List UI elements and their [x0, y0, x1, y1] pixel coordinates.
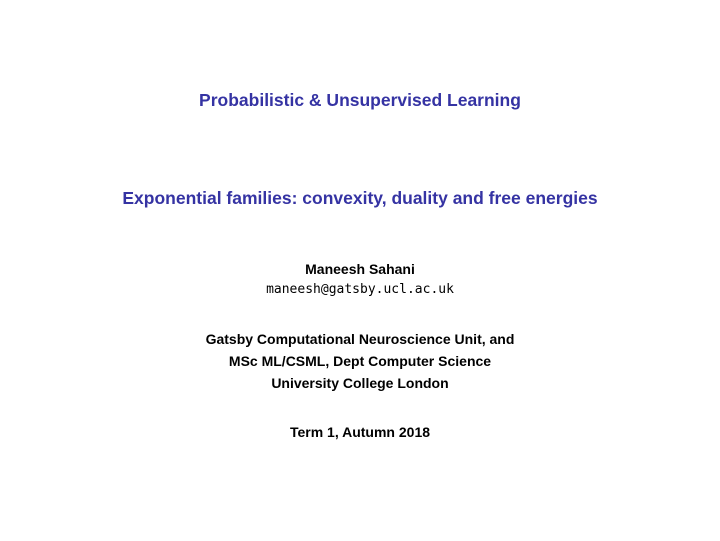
course-title: Probabilistic & Unsupervised Learning: [199, 90, 521, 110]
author-email: maneesh@gatsby.ucl.ac.uk: [266, 282, 454, 297]
term-date: Term 1, Autumn 2018: [289, 424, 431, 440]
author-name: Maneesh Sahani: [305, 261, 415, 277]
affiliation-line: University College London: [271, 375, 449, 391]
affiliation-line: MSc ML/CSML, Dept Computer Science: [228, 353, 492, 369]
lecture-title: Exponential families: convexity, duality and free energies: [122, 188, 598, 208]
affiliation-line: Gatsby Computational Neuroscience Unit, and: [205, 331, 515, 347]
